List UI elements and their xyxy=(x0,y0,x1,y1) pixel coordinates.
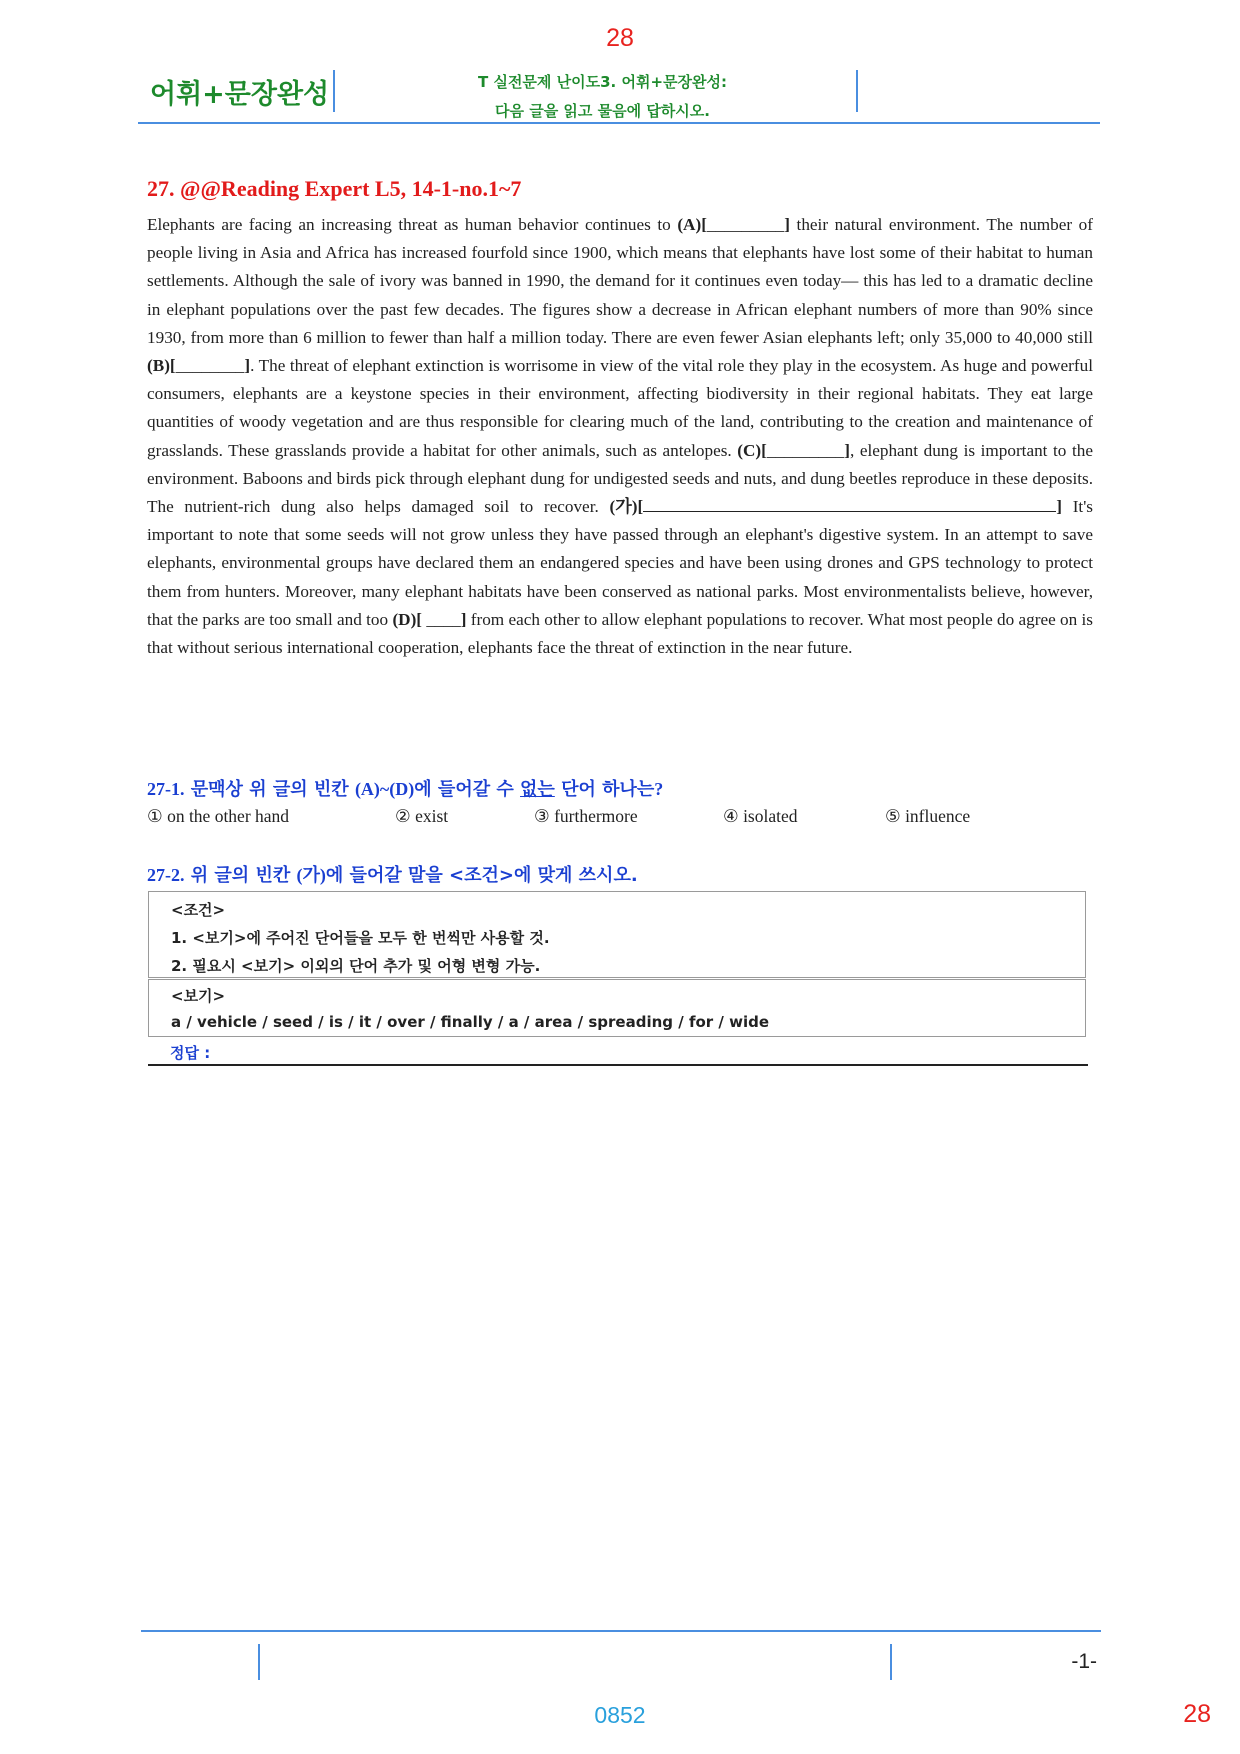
bogi-title: <보기> xyxy=(171,987,226,1005)
passage-text xyxy=(147,211,1093,662)
header-info-line2: 다음 글을 읽고 물음에 답하시오. xyxy=(495,102,710,120)
footer-divider-left xyxy=(258,1644,260,1680)
sub-question-2-paren: (가) xyxy=(296,865,326,885)
choice-5[interactable]: ⑤ influence xyxy=(885,806,971,826)
blank-marker: ] xyxy=(244,356,251,376)
sub-question-2-text-b: 에 들어갈 말을 <조건>에 맞게 쓰시오. xyxy=(325,865,638,886)
sub-question-1-range: (A)~(D) xyxy=(354,779,415,799)
conditions-box xyxy=(148,891,1086,978)
sub-question-2-number: 27-2. xyxy=(147,865,185,885)
sub-question-1-text-b: 에 들어갈 수 xyxy=(414,779,521,800)
blank-marker: (가)[ xyxy=(609,497,644,517)
header-divider-right xyxy=(856,70,858,112)
choice-1[interactable]: ① on the other hand xyxy=(147,806,290,826)
question-title: 27. @@Reading Expert L5, 14-1-no.1~7 xyxy=(147,176,522,201)
blank-marker: ] xyxy=(460,609,467,629)
answer-line[interactable] xyxy=(148,1064,1088,1066)
blank-marker: (A)[ xyxy=(677,215,707,234)
passage-segment: _________ xyxy=(766,440,845,460)
header-info xyxy=(345,68,860,126)
blank-marker: ] xyxy=(1056,497,1062,517)
blank-marker: ] xyxy=(784,215,790,234)
sub-question-1-number: 27-1. xyxy=(147,779,185,799)
sub-question-1-underlined: 없는 xyxy=(520,779,555,800)
passage-segment: their natural environment. The number of people living in Asia and Africa has increased fourfold since 1900, which means that elephants have lost some of their habitat to human settlements. Although the sale of ivory was banned in 1990, the demand for it continues even today— this has led to a dramatic decline in elephant populations over the past few decades. The figures show a decrease in African elephant numbers of more than 90% since 1930, from more than 6 million to fewer than half a million today. There are even fewer Asian elephants left; only 35,000 to 40,000 still xyxy=(147,215,1093,347)
answer-blank xyxy=(643,495,1056,512)
choice-4[interactable]: ④ isolated xyxy=(723,806,798,826)
sub-question-2-text-a: 위 글의 빈칸 xyxy=(184,865,297,886)
choice-2[interactable]: ② exist xyxy=(395,806,449,826)
blank-marker: ] xyxy=(844,440,850,460)
answer-label: 정답 : xyxy=(170,1044,211,1062)
passage-segment: ____ xyxy=(422,609,461,629)
footer-page-number: 28 xyxy=(1183,1700,1211,1728)
passage-segment: from each other to allow elephant populations to recover. What most people do agree on is that without serious international cooperation, elephants face the threat of extinction in the near future. xyxy=(147,609,1093,658)
condition-1: 1. <보기>에 주어진 단어들을 모두 한 번씩만 사용할 것. xyxy=(171,929,550,947)
footer-page-label: -1- xyxy=(1071,1650,1097,1673)
choice-3[interactable]: ③ furthermore xyxy=(534,806,638,826)
footer-divider-right xyxy=(890,1644,892,1680)
blank-marker: (C)[ xyxy=(737,440,767,460)
passage-segment: ________ xyxy=(175,356,245,376)
bogi-words: a / vehicle / seed / is / it / over / finally / a / area / spreading / for / wide xyxy=(171,1013,770,1031)
passage-segment: _________ xyxy=(706,215,785,234)
condition-2: 2. 필요시 <보기> 이외의 단어 추가 및 어형 변형 가능. xyxy=(171,957,541,975)
page-number-top: 28 xyxy=(606,24,634,52)
footer-code: 0852 xyxy=(594,1702,646,1728)
passage-segment: , elephant dung is important to the environment. Baboons and birds pick through elephant dung for undigested seeds and nuts, and dung beetles reproduce in these deposits. The nutrient-rich dung also helps damaged soil to recover. xyxy=(147,440,1093,517)
passage-segment: Elephants are facing an increasing threat as human behavior continues to xyxy=(147,215,678,234)
footer-rule xyxy=(141,1630,1101,1632)
conditions-title: <조건> xyxy=(171,901,226,919)
header-rule xyxy=(138,122,1100,124)
sub-question-1-text-a: 문맥상 위 글의 빈칸 xyxy=(184,779,355,800)
header-info-line1: T 실전문제 난이도3. 어휘+문장완성: xyxy=(478,73,727,91)
passage-segment: . The threat of elephant extinction is worrisome in view of the vital role they play in the ecosystem. As huge and powerful consumers, elephants are a keystone species in their environment, affecting biodiversity in their regional habitats. They eat large quantities of woody vegetation and are thus responsible for clearing much of the land, contributing to the creation and maintenance of grasslands. These grasslands provide a habitat for other animals, such as antelopes. xyxy=(147,356,1093,460)
category-title: 어휘+문장완성 xyxy=(150,79,330,110)
blank-marker: (D)[ xyxy=(392,609,423,629)
sub-question-2 xyxy=(147,861,638,887)
sub-question-1 xyxy=(147,775,663,801)
blank-marker: (B)[ xyxy=(147,356,176,376)
sub-question-1-end: ? xyxy=(654,779,664,799)
header-divider-left xyxy=(333,70,335,112)
bogi-box xyxy=(148,979,1086,1037)
sub-question-1-text-c: 단어 하나는 xyxy=(554,779,655,800)
passage-segment: It's important to note that some seeds will not grow unless they have passed through an elephant's digestive system. In an attempt to save elephants, environmental groups have declared them an endangered species and have been using drones and GPS technology to protect them from hunters. Moreover, many elephant habitats have been conserved as national parks. Most environmentalists believe, however, that the parks are too small and too xyxy=(147,497,1093,629)
